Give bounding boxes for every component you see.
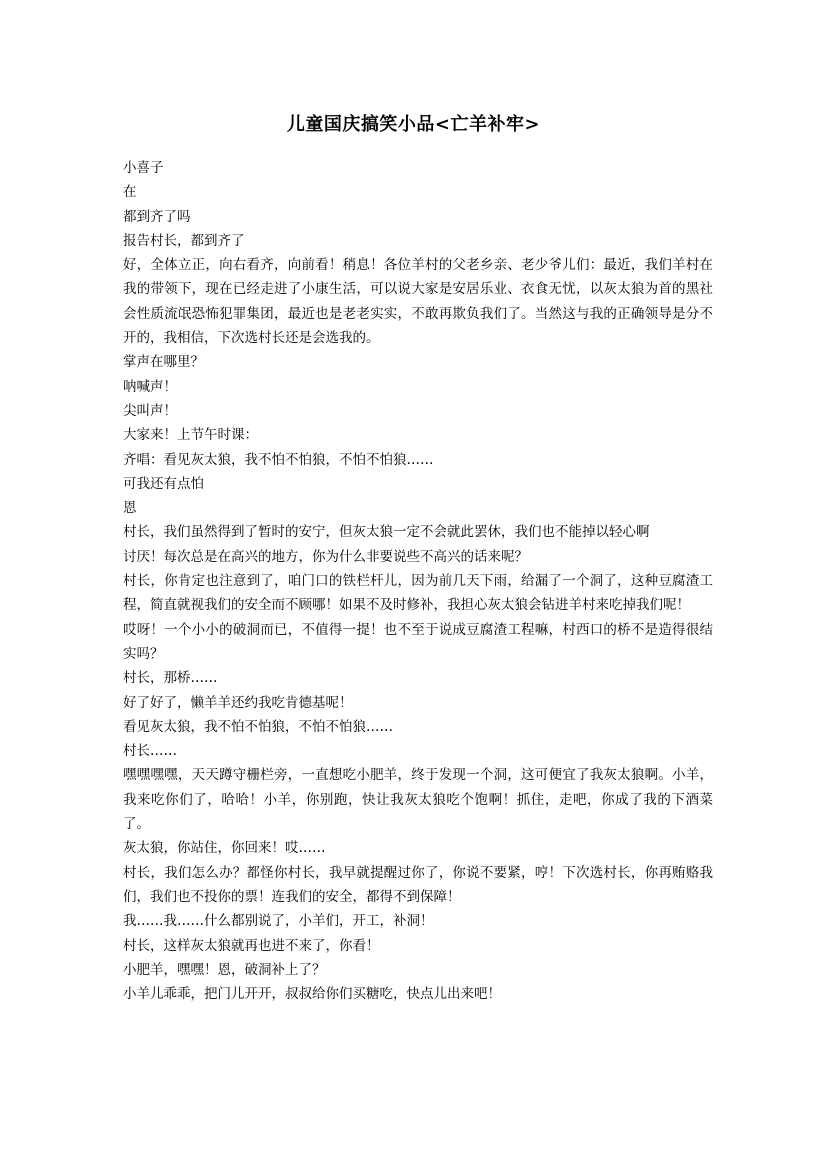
paragraph: 报告村长，都到齐了	[123, 232, 245, 249]
paragraph: 大家来！上节午时课：	[123, 427, 258, 444]
paragraph: 齐唱：看见灰太狼，我不怕不怕狼，不怕不怕狼……	[123, 451, 434, 468]
document-title: 儿童国庆搞笑小品<亡羊补牢>	[286, 114, 541, 135]
paragraph: 都到齐了吗	[123, 208, 191, 225]
paragraph: 小肥羊，嘿嘿！恩，破洞补上了？	[123, 961, 326, 978]
paragraph: 村长……	[123, 743, 177, 760]
paragraph: 呐喊声！	[123, 378, 177, 395]
paragraph: 我……我……什么都别说了，小羊们，开工，补洞！	[123, 913, 434, 930]
paragraph: 在	[123, 184, 137, 201]
paragraph: 看见灰太狼，我不怕不怕狼，不怕不怕狼……	[123, 718, 393, 735]
paragraph: 掌声在哪里？	[123, 354, 204, 371]
paragraph: 恩	[123, 500, 137, 517]
paragraph: 小羊儿乖乖，把门儿开开，叔叔给你们买糖吃，快点儿出来吧！	[123, 986, 501, 1003]
paragraph: 村长，你肯定也注意到了，咱门口的铁栏杆儿，因为前几天下雨，给漏了一个洞了，这种豆腐渣工程，简直就视我们的安全而不顾哪！如果不及时修补，我担心灰太狼会钻进羊村来吃掉我们呢！	[123, 573, 713, 614]
paragraph: 小喜子	[123, 160, 164, 176]
document-body	[123, 156, 713, 1006]
paragraph: 可我还有点怕	[123, 475, 204, 492]
paragraph: 好了好了，懒羊羊还约我吃肯德基呢！	[123, 694, 353, 711]
paragraph: 尖叫声！	[123, 402, 177, 419]
paragraph: 村长，这样灰太狼就再也进不来了，你看！	[123, 937, 380, 954]
paragraph: 哎呀！一个小小的破洞而已，不值得一提！也不至于说成豆腐渣工程嘛，村西口的桥不是造得很结实吗？	[123, 621, 713, 662]
paragraph: 村长，那桥……	[123, 670, 218, 687]
paragraph: 好，全体立正，向右看齐，向前看！稍息！各位羊村的父老乡亲、老少爷儿们：最近，我们羊村在我的带领下，现在已经走进了小康生活，可以说大家是安居乐业、衣食无忧，以灰太狼为首的黑社会性质流氓恐怖犯罪集团，最近也是老老实实，不敢再欺负我们了。当然这与我的正确领导是分不开的，我相信，下次选村长还是会选我的。	[123, 257, 713, 347]
paragraph: 村长，我们怎么办？都怪你村长，我早就提醒过你了，你说不要紧，哼！下次选村长，你再贿赂我们，我们也不投你的票！连我们的安全，都得不到保障！	[123, 864, 713, 905]
paragraph: 村长，我们虽然得到了暂时的安宁，但灰太狼一定不会就此罢休，我们也不能掉以轻心啊	[123, 524, 650, 541]
paragraph: 灰太狼，你站住，你回来！哎……	[123, 840, 326, 857]
paragraph: 嘿嘿嘿嘿，天天蹲守栅栏旁，一直想吃小肥羊，终于发现一个洞，这可便宜了我灰太狼啊。小羊，我来吃你们了，哈哈！小羊，你别跑，快让我灰太狼吃个饱啊！抓住，走吧，你成了我的下酒菜了。	[123, 767, 713, 833]
paragraph: 讨厌！每次总是在高兴的地方，你为什么非要说些不高兴的话来呢？	[123, 548, 528, 565]
